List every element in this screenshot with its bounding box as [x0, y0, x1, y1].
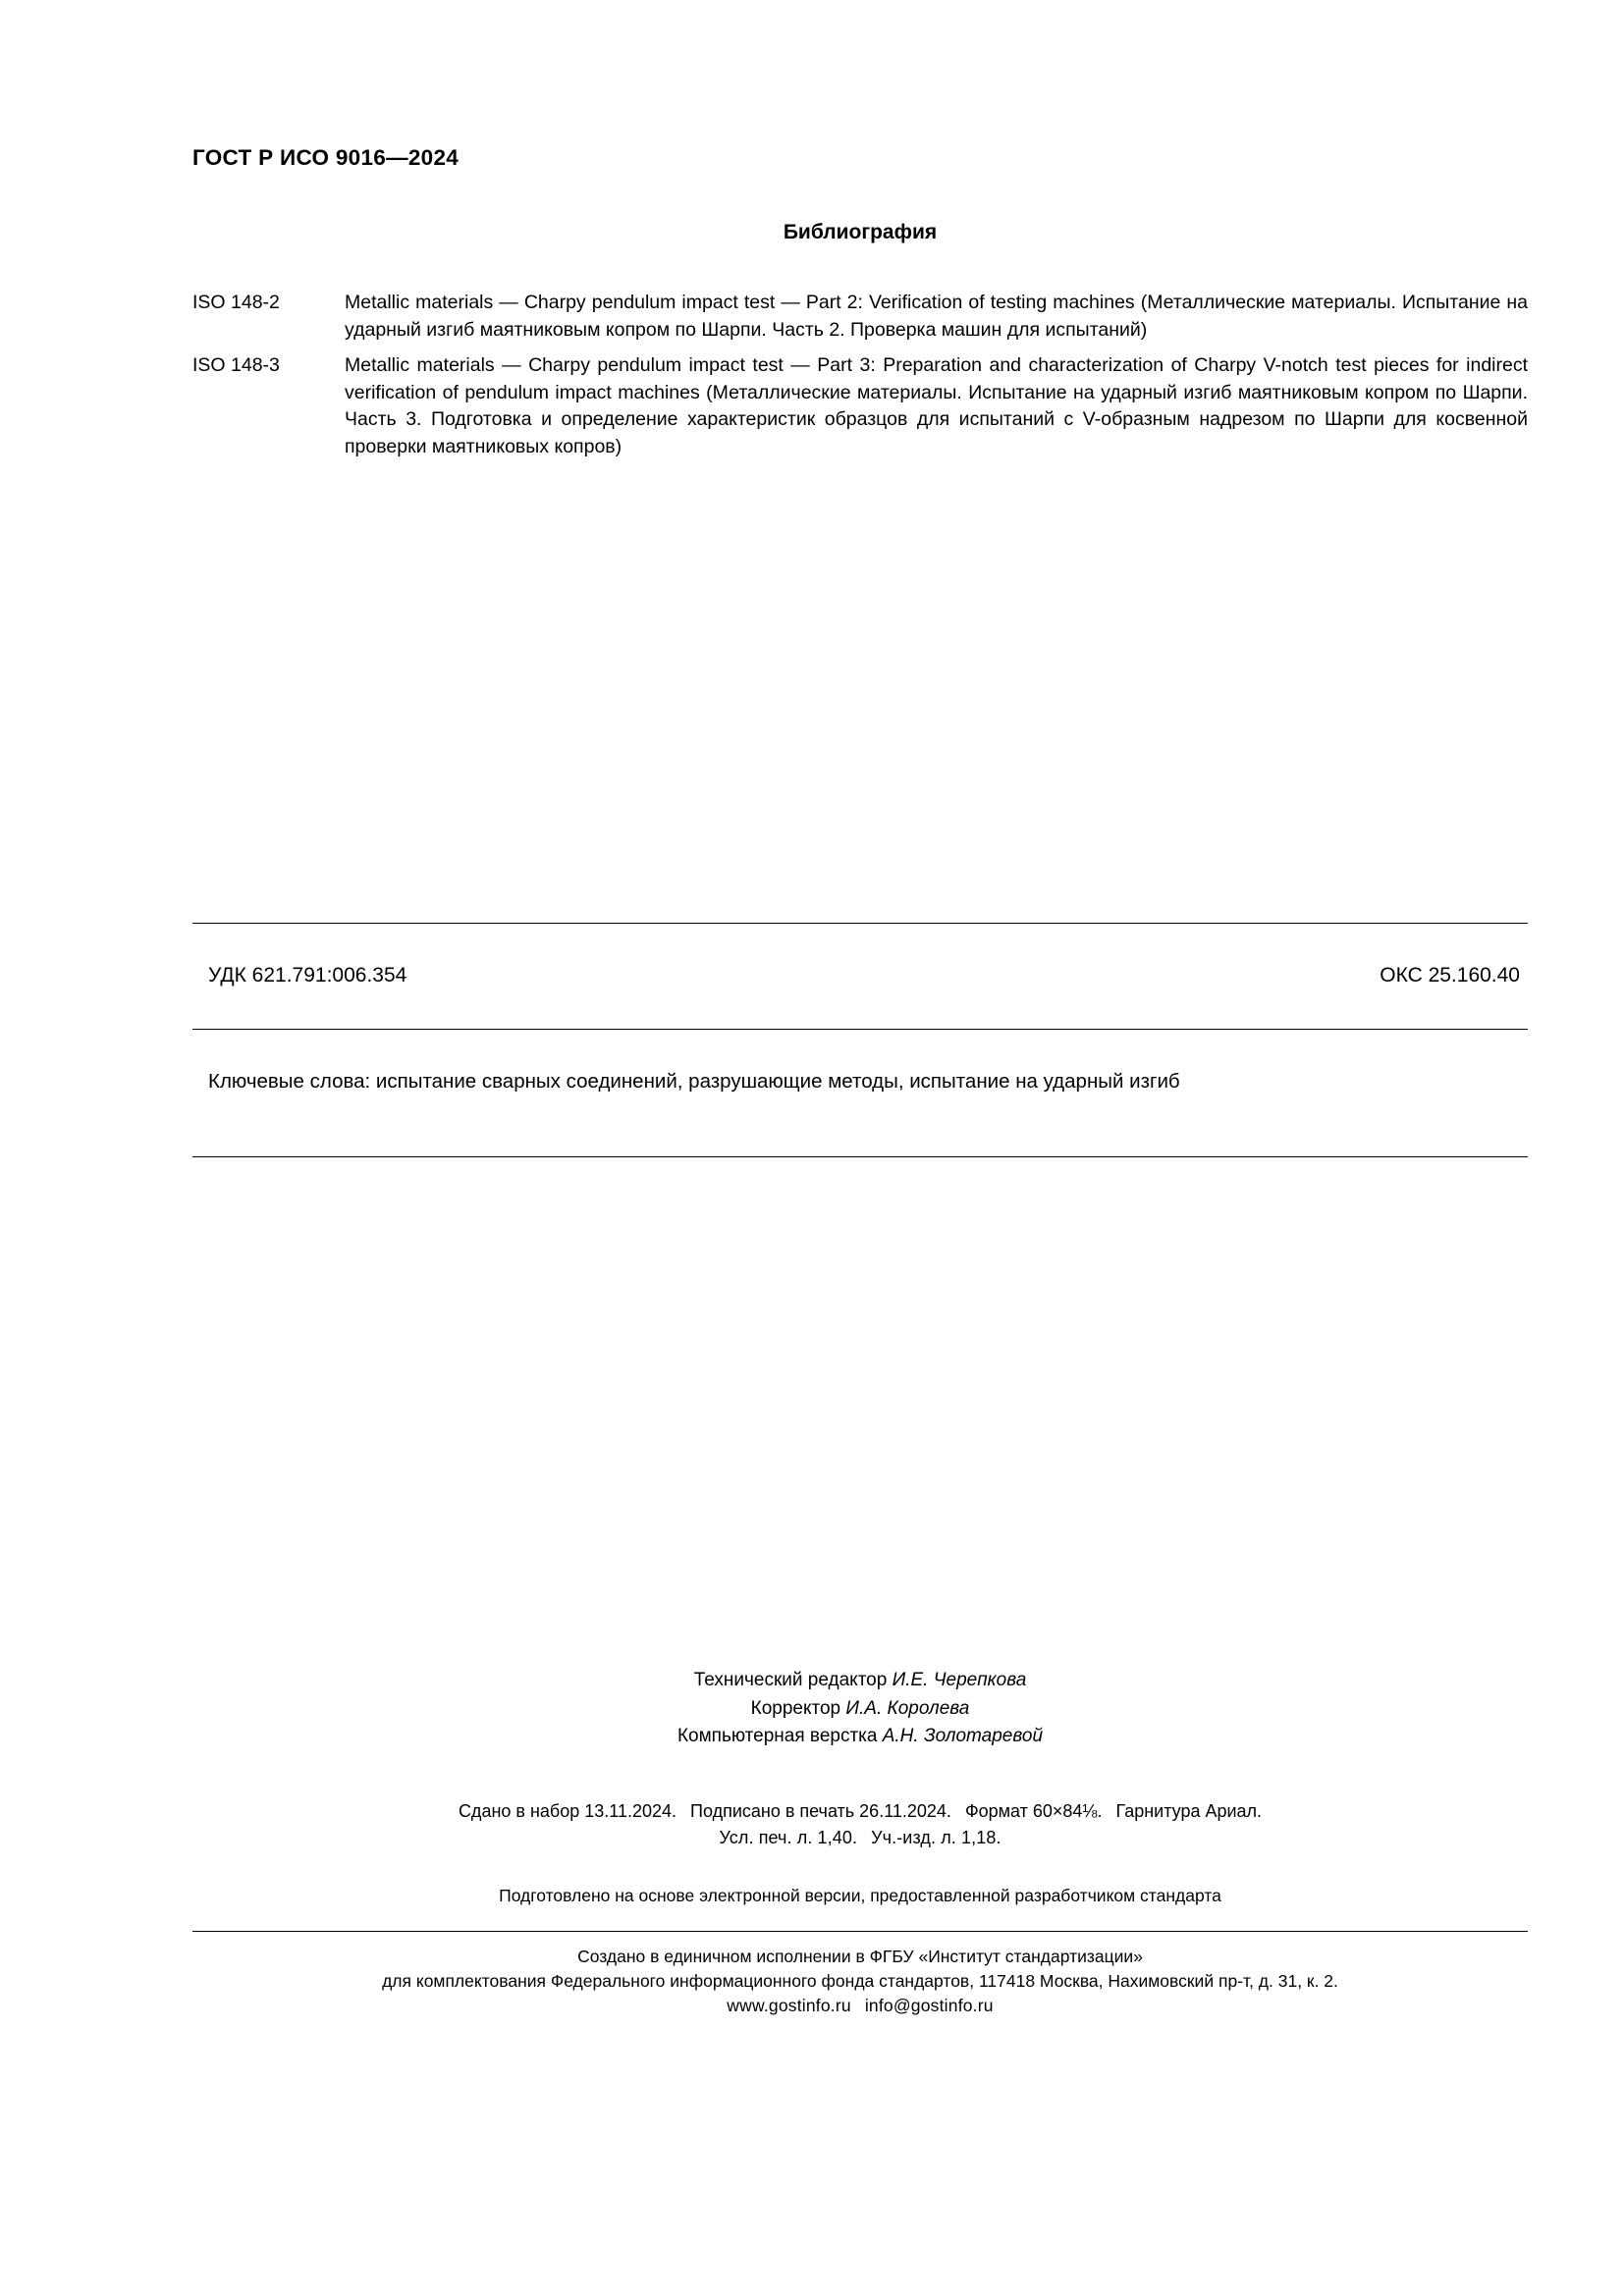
tech-editor-label: Технический редактор — [693, 1670, 888, 1690]
print-info-line-1 — [192, 1798, 1528, 1825]
format-value: Формат 60×84⅛. — [964, 1801, 1103, 1821]
keywords-text: Ключевые слова: испытание сварных соединений, разрушающие методы, испытание на ударный изгиб — [208, 1070, 1180, 1093]
page-title: ГОСТ Р ИСО 9016—2024 — [192, 145, 460, 170]
layout-name: А.Н. Золотаревой — [882, 1726, 1044, 1746]
footer — [192, 1945, 1528, 2018]
print-info-line-2 — [192, 1825, 1528, 1851]
signed-to-print-date: Подписано в печать 26.11.2024. — [690, 1801, 951, 1821]
footer-line-1: Создано в единичном исполнении в ФГБУ «Институт стандартизации» — [577, 1947, 1143, 1966]
layout-label: Компьютерная верстка — [677, 1726, 878, 1746]
bibliography-list — [192, 290, 1528, 469]
divider — [192, 1029, 1528, 1030]
layout-line — [192, 1723, 1528, 1751]
corrector-name: И.А. Королева — [845, 1697, 970, 1719]
tech-editor-line — [192, 1667, 1528, 1695]
udk-code: УДК 621.791:006.354 — [208, 964, 407, 987]
corrector-label: Корректор — [750, 1697, 841, 1719]
divider — [192, 923, 1528, 924]
website-link[interactable]: www.gostinfo.ru — [727, 1996, 851, 2015]
page-content — [192, 0, 1528, 2296]
tech-editor-name: И.Е. Черепкова — [892, 1670, 1027, 1690]
corrector-line — [192, 1695, 1528, 1724]
typeset-date: Сдано в набор 13.11.2024. — [458, 1801, 677, 1821]
colophon — [192, 1667, 1528, 1751]
bibliography-reference-id: ISO 148-3 — [192, 354, 280, 376]
list-item — [192, 352, 1528, 460]
print-info — [192, 1798, 1528, 1851]
bibliography-heading: Библиография — [783, 221, 938, 243]
divider — [192, 1931, 1528, 1932]
list-item — [192, 290, 1528, 344]
bibliography-reference-text: Metallic materials — Charpy pendulum impact test — Part 3: Preparation and characterization of Charpy V-notch test pieces for indirect verification of pendulum impact machines (Металлические материалы. Испытание на ударный изгиб маятниковым копром по Шарпи. Часть 3. Подготовка и определение характеристик образцов для испытаний с V-образным надрезом по Шарпи для косвенной проверки маятниковых копров) — [345, 354, 1528, 457]
bibliography-reference-text: Metallic materials — Charpy pendulum impact test — Part 2: Verification of testing machines (Металлические материалы. Испытание на ударный изгиб маятниковым копром по Шарпи. Часть 2. Проверка машин для испытаний) — [345, 292, 1528, 341]
bibliography-reference-id: ISO 148-2 — [192, 292, 280, 313]
prepared-note: Подготовлено на основе электронной версии, предоставленной разработчиком стандарта — [499, 1886, 1221, 1905]
email-link[interactable]: info@gostinfo.ru — [864, 1996, 994, 2015]
publisher-sheets: Уч.-изд. л. 1,18. — [871, 1828, 1001, 1847]
footer-contacts — [192, 1994, 1528, 2018]
printed-sheets: Усл. печ. л. 1,40. — [719, 1828, 858, 1847]
oks-code: ОКС 25.160.40 — [1380, 964, 1520, 987]
typeface-value: Гарнитура Ариал. — [1115, 1801, 1263, 1821]
footer-line-2: для комплектования Федерального информационного фонда стандартов, 117418 Москва, Нахимовский пр-т, д. 31, к. 2. — [382, 1971, 1338, 1991]
divider — [192, 1156, 1528, 1157]
